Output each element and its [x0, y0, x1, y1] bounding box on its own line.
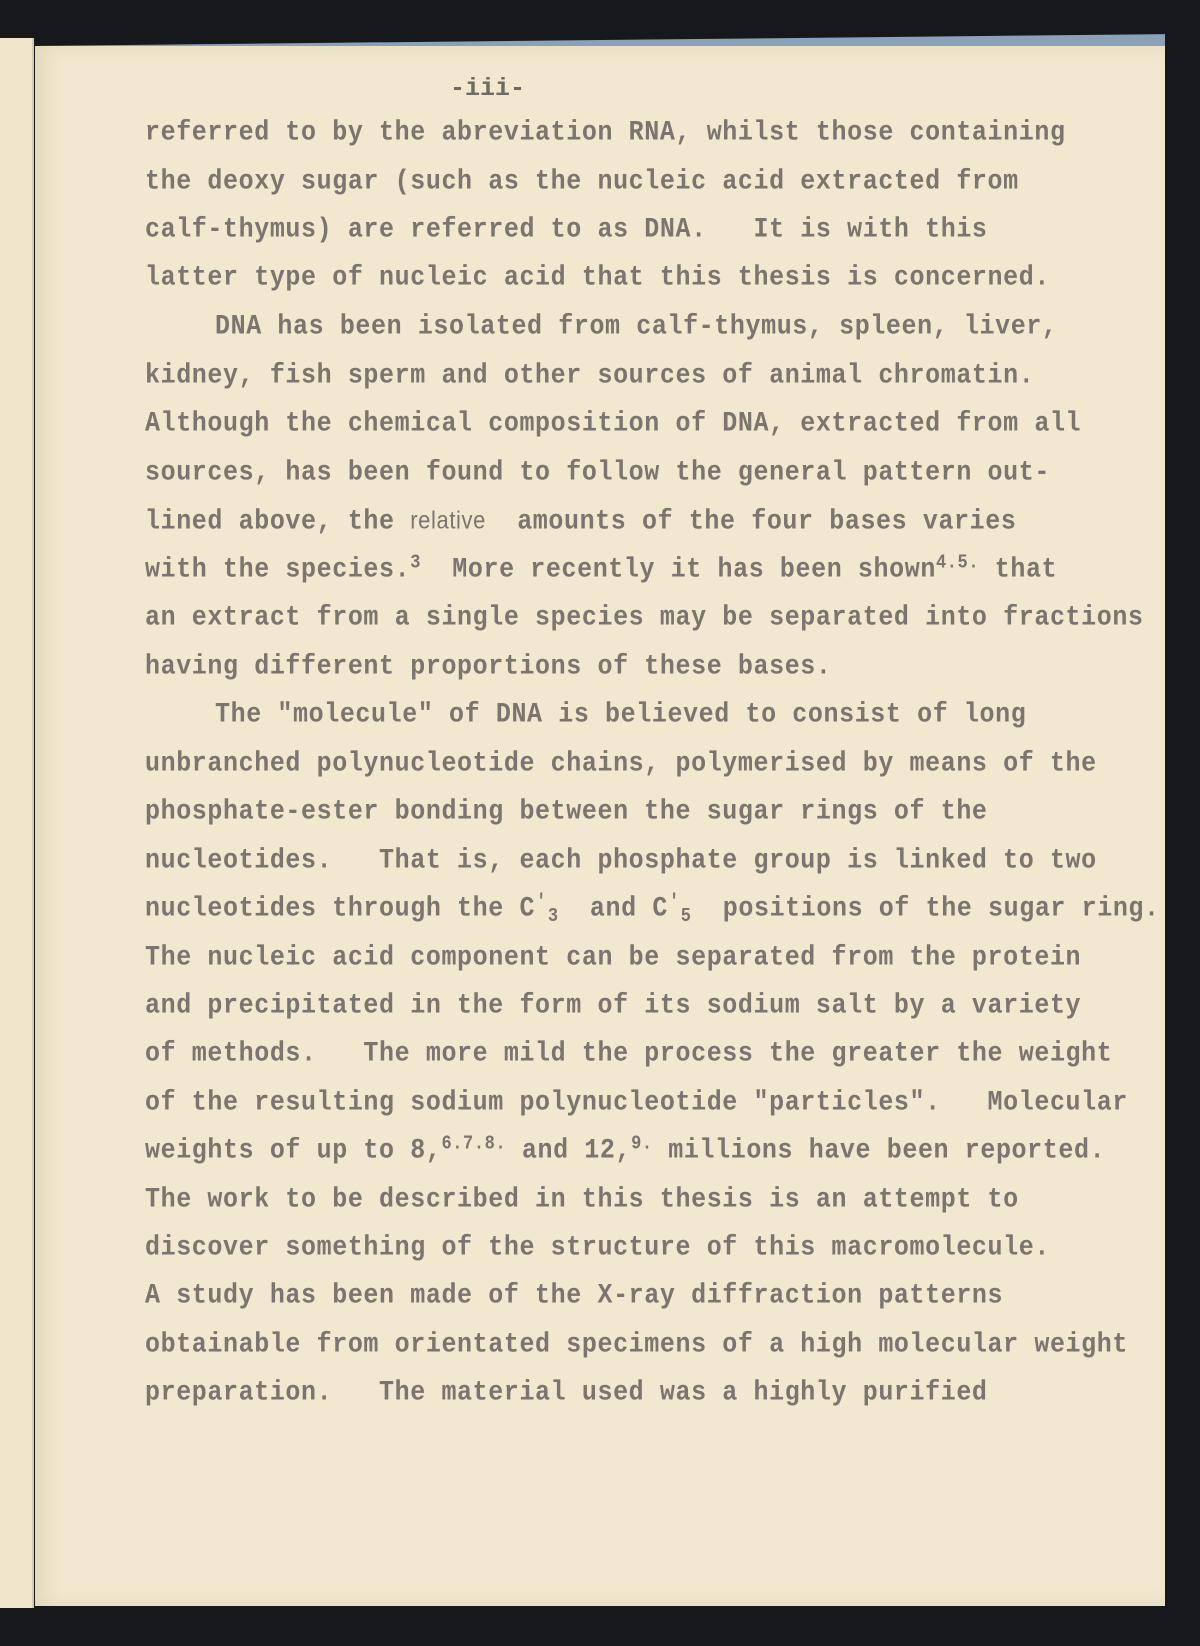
text-line: having different proportions of these bases.: [145, 650, 832, 683]
text-segment: nucleotides through the: [145, 892, 520, 925]
prime-mark: ': [536, 892, 547, 914]
page-number: -iii-: [450, 74, 526, 103]
text-line: preparation. The material used was a highly purified: [145, 1376, 988, 1409]
text-line: obtainable from orientated specimens of a high molecular weight: [145, 1328, 1128, 1361]
reference-superscript: 9.: [631, 1134, 653, 1156]
text-line: kidney, fish sperm and other sources of animal chromatin.: [145, 359, 1035, 392]
text-line: The work to be described in this thesis is an attempt to: [145, 1183, 1019, 1216]
position-subscript: 3: [547, 906, 559, 928]
text-line: of the resulting sodium polynucleotide "particles". Molecular: [145, 1086, 1128, 1119]
reference-superscript: 3: [410, 553, 422, 575]
text-segment-relative: relative: [410, 506, 486, 535]
reference-superscript: 6.7.8.: [441, 1134, 507, 1156]
text-line: the deoxy sugar (such as the nucleic acid extracted from: [145, 165, 1019, 198]
text-segment: and 12,: [506, 1134, 632, 1167]
text-segment: positions of the sugar ring.: [691, 892, 1160, 925]
facing-page-edge: [0, 38, 34, 1608]
text-segment: weights of up to 8,: [145, 1134, 442, 1167]
text-line: nucleotides. That is, each phosphate group is linked to two: [145, 844, 1097, 877]
text-line: of methods. The more mild the process the greater the weight: [145, 1037, 1113, 1070]
carbon-symbol: C: [519, 892, 536, 925]
text-line: unbranched polynucleotide chains, polymerised by means of the: [145, 747, 1097, 780]
text-line: an extract from a single species may be separated into fractions: [145, 601, 1144, 634]
text-segment: that: [979, 553, 1058, 586]
text-line: [145, 1134, 1105, 1168]
text-segment: More recently it has been shown: [421, 553, 936, 586]
carbon-position-c5: [652, 892, 692, 928]
text-line: referred to by the abreviation RNA, whilst those containing: [145, 116, 1066, 149]
text-line: and precipitated in the form of its sodium salt by a variety: [145, 989, 1082, 1022]
text-line: DNA has been isolated from calf-thymus, spleen, liver,: [215, 310, 1058, 343]
position-subscript: 5: [680, 906, 692, 928]
carbon-position-c3: [519, 892, 559, 928]
carbon-symbol: C: [652, 892, 668, 925]
prime-mark: ': [668, 892, 680, 914]
text-line: Although the chemical composition of DNA, extracted from all: [145, 407, 1082, 440]
text-line: discover something of the structure of this macromolecule.: [145, 1231, 1050, 1264]
text-segment: with the species.: [145, 553, 411, 586]
text-line: [145, 504, 1016, 539]
document-page: [35, 46, 1165, 1606]
text-line: A study has been made of the X-ray diffraction patterns: [145, 1279, 1004, 1312]
text-line: latter type of nucleic acid that this thesis is concerned.: [145, 261, 1050, 294]
reference-superscript: 4.5.: [935, 553, 980, 575]
text-line: [145, 892, 1160, 926]
text-line: [145, 553, 1057, 587]
text-line: phosphate-ester bonding between the sugar rings of the: [145, 795, 988, 828]
text-line: calf-thymus) are referred to as DNA. It is with this: [145, 213, 988, 246]
text-line: sources, has been found to follow the general pattern out-: [145, 456, 1050, 489]
text-segment: millions have been reported.: [652, 1134, 1106, 1167]
text-line: The "molecule" of DNA is believed to consist of long: [215, 698, 1027, 731]
text-line: The nucleic acid component can be separated from the protein: [145, 941, 1082, 974]
text-segment: amounts of the four bases varies: [485, 505, 1017, 538]
text-segment: and: [558, 892, 653, 925]
text-segment: lined above, the: [145, 505, 411, 538]
